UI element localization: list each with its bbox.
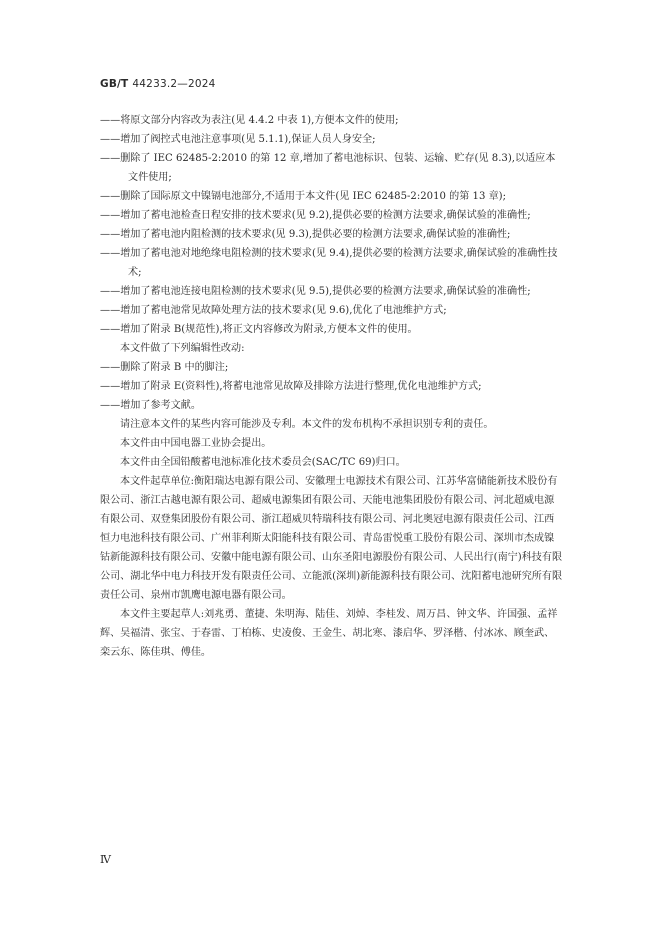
editorial-item: ——删除了附录 B 中的脚注; [100,362,229,373]
committee-paragraph: 本文件由全国铅酸蓄电池标准化技术委员会(SAC/TC 69)归口。 [120,457,406,468]
editorial-item: ——增加了参考文献。 [100,400,201,411]
change-item: ——将原文部分内容改为表注(见 4.4.2 中表 1),方便本文件的使用; [100,115,399,126]
change-item: ——增加了附录 B(规范性),将正文内容修改为附录,方便本文件的使用。 [100,324,418,335]
patent-notice: 请注意本文件的某些内容可能涉及专利。本文件的发布机构不承担识别专利的责任。 [120,419,494,430]
change-item: ——删除了国际原文中镍镉电池部分,不适用于本文件(见 IEC 62485-2:2010 的第 13 章); [100,191,507,202]
change-item: ——删除了 IEC 62485-2:2010 的第 12 章,增加了蓄电池标识、包装、运输、贮存(见 8.3),以适应本文件使用; [100,153,556,183]
change-item: ——增加了蓄电池连接电阻检测的技术要求(见 9.5),提供必要的检测方法要求,确保试验的准确性; [100,286,531,297]
document-header [100,78,215,90]
standard-number: 44233.2—2024 [132,78,216,90]
change-item: ——增加了蓄电池常见故障处理方法的技术要求(见 9.6),优化了电池维护方式; [100,305,447,316]
editorial-item: ——增加了附录 E(资料性),将蓄电池常见故障及排除方法进行整理,优化电池维护方式; [100,381,482,392]
change-item: ——增加了蓄电池检查日程安排的技术要求(见 9.2),提供必要的检测方法要求,确保试验的准确性; [100,210,531,221]
proposer-paragraph: 本文件由中国电器工业协会提出。 [120,438,272,449]
document-body [100,111,563,662]
drafting-units-paragraph: 本文件起草单位:衡阳瑞达电源有限公司、安徽理士电源技术有限公司、江苏华富储能新技术股份有限公司、浙江古越电源有限公司、超威电源集团有限公司、天能电池集团股份有限公司、河北超威电源有限公司、双登集团股份有限公司、浙江超威贝特瑞科技有限公司、河北奥冠电源有限责任公司、江西恒力电池科技有限公司、广州菲利斯太阳能科技有限公司、青岛雷悦重工股份有限公司、深圳市杰成镍钴新能源科技有限公司、安徽中能电源有限公司、山东圣阳电源股份有限公司、人民出行(南宁)科技有限公司、湖北华中电力科技开发有限责任公司、立能派(深圳)新能源科技有限公司、沈阳蓄电池研究所有限责任公司、泉州市凯鹰电源电器有限公司。 [100,476,563,601]
drafters-paragraph: 本文件主要起草人:刘兆勇、董捷、朱明海、陆佳、刘焯、李桂发、周万昌、钟文华、许国强、孟祥辉、吴福清、张宝、于春雷、丁柏栋、史凌俊、王金生、胡北寒、漆启华、罗泽楷、付冰冰、顾奎武、栾云东、陈佳琪、傅佳。 [100,609,558,658]
standard-code: GB/T [100,78,129,90]
page-number: Ⅳ [100,853,111,866]
editorial-intro: 本文件做了下列编辑性改动: [120,343,245,354]
change-item: ——增加了蓄电池内阻检测的技术要求(见 9.3),提供必要的检测方法要求,确保试验的准确性; [100,229,511,240]
change-item: ——增加了阀控式电池注意事项(见 5.1.1),保证人员人身安全; [100,134,376,145]
change-item: ——增加了蓄电池对地绝缘电阻检测的技术要求(见 9.4),提供必要的检测方法要求,确保试验的准确性技术; [100,248,558,278]
